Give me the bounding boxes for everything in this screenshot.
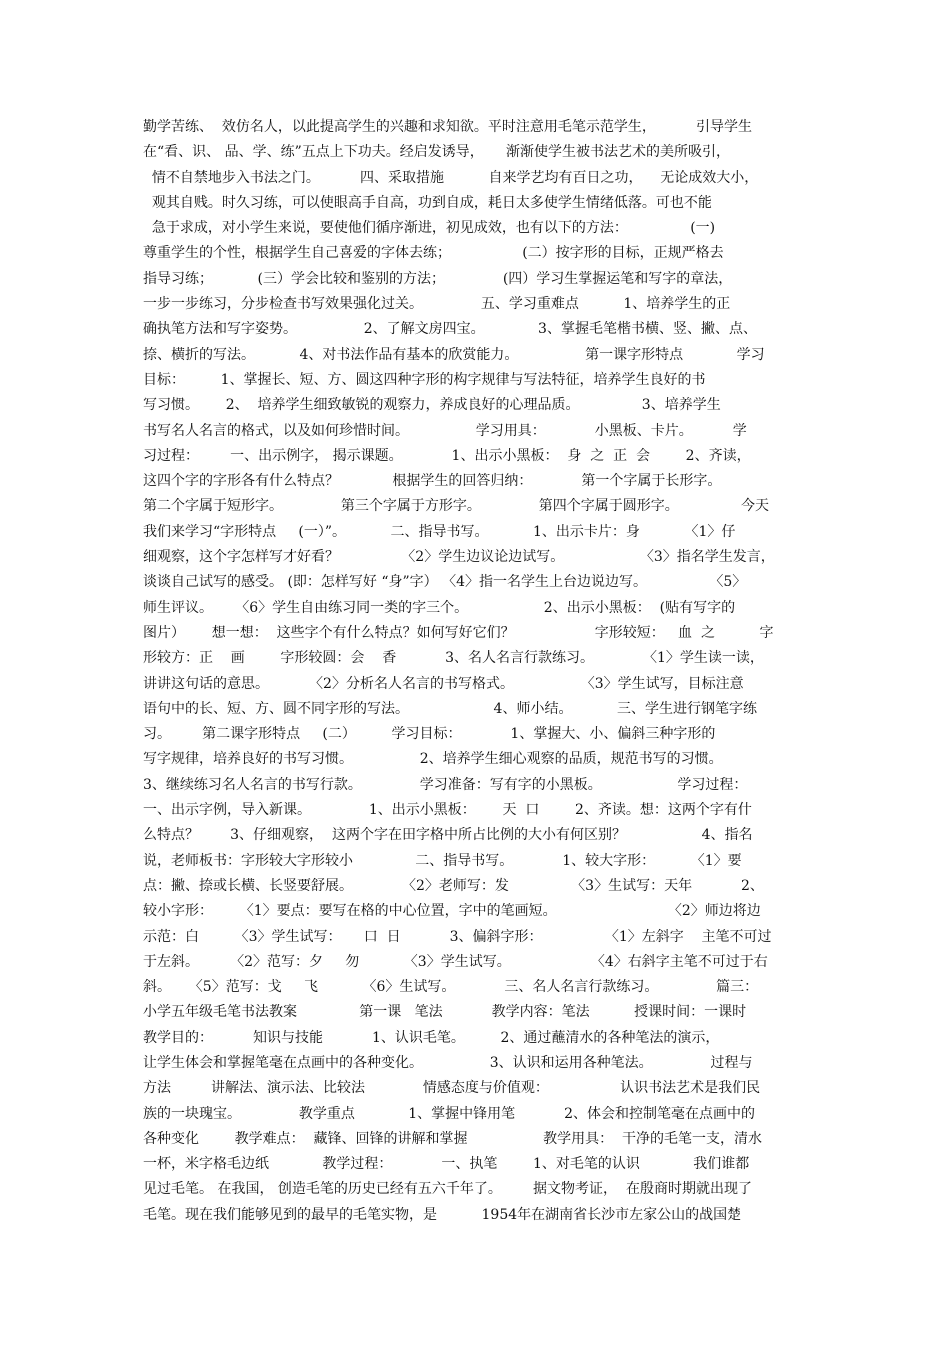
text-line: 族的一块瑰宝。 教学重点 1、掌握中锋用笔 2、体会和控制笔毫在点画中的 [143, 1105, 756, 1122]
text-line: 第二个字属于短形字。 第三个字属于方形字。 第四个字属于圆形字。 今天 [143, 498, 770, 515]
text-line: 方法 讲解法、演示法、比较法 情感态度与价值观： 认识书法艺术是我们民 [143, 1080, 761, 1097]
text-line: 语句中的长、短、方、圆不同字形的写法。 4、师小结。 三、学生进行钢笔字练 [143, 700, 757, 717]
text-line: 细观察，这个字怎样写才好看？ 〈2〉学生边议论边试写。 〈3〉指名学生发言， [143, 549, 775, 566]
text-line: 指导习练； (三）学会比较和鉴别的方法； (四）学习生掌握运笔和写字的章法， [143, 270, 733, 287]
text-line: 写字规律，培养良好的书写习惯。 2、培养学生细心观察的品质，规范书写的习惯。 [143, 751, 723, 768]
text-line: 写习惯。 2、 培养学生细致敏锐的观察力，养成良好的心理品质。 3、培养学生 [143, 397, 721, 414]
text-line: 捺、横折的写法。 4、对书法作品有基本的欣赏能力。 第一课字形特点 学习 [143, 346, 765, 363]
text-line: 目标： 1、掌握长、短、方、圆这四种字形的构字规律与写法特征，培养学生良好的书 [143, 371, 706, 388]
text-line: 书写名人名言的格式，以及如何珍惜时间。 学习用具： 小黑板、卡片。 学 [143, 422, 747, 439]
text-line: 这四个字的字形各有什么特点？ 根据学生的回答归纳： 第一个字属于长形字。 [143, 473, 722, 490]
text-line: 教学目的： 知识与技能 1、认识毛笔。 2、通过蘸清水的各种笔法的演示， [143, 1029, 720, 1046]
text-line: 形较方：正 画 字形较圆：会 香 3、名人名言行款练习。 〈1〉学生读一读， [143, 650, 764, 667]
text-line: 在“看、识、 品、学、练”五点上下功夫。经启发诱导， 渐渐使学生被书法艺术的美所吸引， [143, 144, 731, 161]
text-line: 让学生体会和掌握笔毫在点画中的各种变化。 3、认识和运用各种笔法。 过程与 [143, 1054, 753, 1071]
text-line: 我们来学习“字形特点 (一）”。 二、指导书写。 1、出示卡片：身 〈1〉仔 [143, 523, 736, 540]
text-line: 见过毛笔。 在我国， 创造毛笔的历史已经有五六千年了。 据文物考证， 在殷商时期就出现了 [143, 1181, 752, 1198]
text-line: 讲讲这句话的意思。 〈2〉分析名人名言的书写格式。 〈3〉学生试写，目标注意 [143, 675, 744, 692]
text-line: 观其自贱。时久习练，可以使眼高手自高，功到自成，耗日太多使学生情绪低落。可也不能 [143, 194, 712, 211]
text-line: 师生评议。 〈6〉学生自由练习同一类的字三个。 2、出示小黑板： (贴有写字的 [143, 599, 736, 616]
text-line: 谈谈自己试写的感受。 (即：怎样写好 “身”字） 〈4〉指一名学生上台边说边写。 〈5〉 [143, 574, 747, 591]
text-line: 尊重学生的个性，根据学生自己喜爱的字体去练； (二）按字形的目标，正规严格去 [143, 245, 724, 262]
text-line: 勤学苦练、 效仿名人，以此提高学生的兴趣和求知欲。平时注意用毛笔示范学生， 引导学生 [143, 119, 752, 135]
text-line: 毛笔。现在我们能够见到的最早的毛笔实物，是 1954年在湖南省长沙市左家公山的战国楚 [143, 1206, 742, 1223]
text-line: 确执笔方法和写字姿势。 2、了解文房四宝。 3、掌握毛笔楷书横、竖、撇、点、 [143, 321, 757, 338]
text-line: 一、出示字例，导入新课。 1、出示小黑板： 天 口 2、齐读。想：这两个字有什 [143, 802, 752, 819]
text-line: 一步一步练习，分步检查书写效果强化过关。 五、学习重难点 1、培养学生的正 [143, 296, 731, 313]
text-line: 小学五年级毛笔书法教案 第一课 笔法 教学内容：笔法 授课时间：一课时 [143, 1004, 747, 1021]
text-line: 斜。 〈5〉范写：戈 飞 〈6〉生试写。 三、名人名言行款练习。 篇三： [143, 979, 759, 996]
text-line: 图片） 想一想： 这些字个有什么特点？如何写好它们？ 字形较短： 血 之 字 [143, 624, 774, 641]
text-line: 急于求成，对小学生来说，要使他们循序渐进，初见成效，也有以下的方法： (一) [143, 220, 716, 237]
text-line: 一杯，米字格毛边纸 教学过程： 一、执笔 1、对毛笔的认识 我们谁都 [143, 1156, 750, 1173]
body-text [143, 115, 813, 1228]
text-line: 于左斜。 〈2〉范写：夕 勿 〈3〉学生试写。 〈4〉右斜字主笔不可过于右 [143, 953, 768, 970]
text-line: 3、继续练习名人名言的书写行款。 学习准备：写有字的小黑板。 学习过程： [143, 776, 748, 793]
text-line: 说，老师板书：字形较大字形较小 二、指导书写。 1、较大字形： 〈1〉要 [143, 852, 742, 869]
text-line: 各种变化 教学难点： 藏锋、回锋的讲解和掌握 教学用具： 干净的毛笔一支，清水 [143, 1130, 763, 1147]
text-line: 点：撇、捺或长横、长竖要舒展。 〈2〉老师写：发 〈3〉生试写：天年 2、 [143, 877, 764, 894]
text-line: 习过程： 一、出示例字， 揭示课题。 1、出示小黑板： 身 之 正 会 2、齐读， [143, 447, 751, 464]
text-line: 情不自禁地步入书法之门。 四、采取措施 自来学艺均有百日之功， 无论成效大小， [143, 169, 759, 186]
text-line: 示范：白 〈3〉学生试写： 口 日 3、偏斜字形： 〈1〉左斜字 主笔不可过 [143, 928, 772, 945]
text-line: 较小字形： 〈1〉要点：要写在格的中心位置，字中的笔画短。 〈2〉师边将边 [143, 903, 761, 920]
text-line: 习。 第二课字形特点 (二） 学习目标： 1、掌握大、小、偏斜三种字形的 [143, 726, 716, 743]
text-line: 么特点？ 3、仔细观察， 这两个字在田字格中所占比例的大小有何区别？ 4、指名 [143, 827, 753, 844]
